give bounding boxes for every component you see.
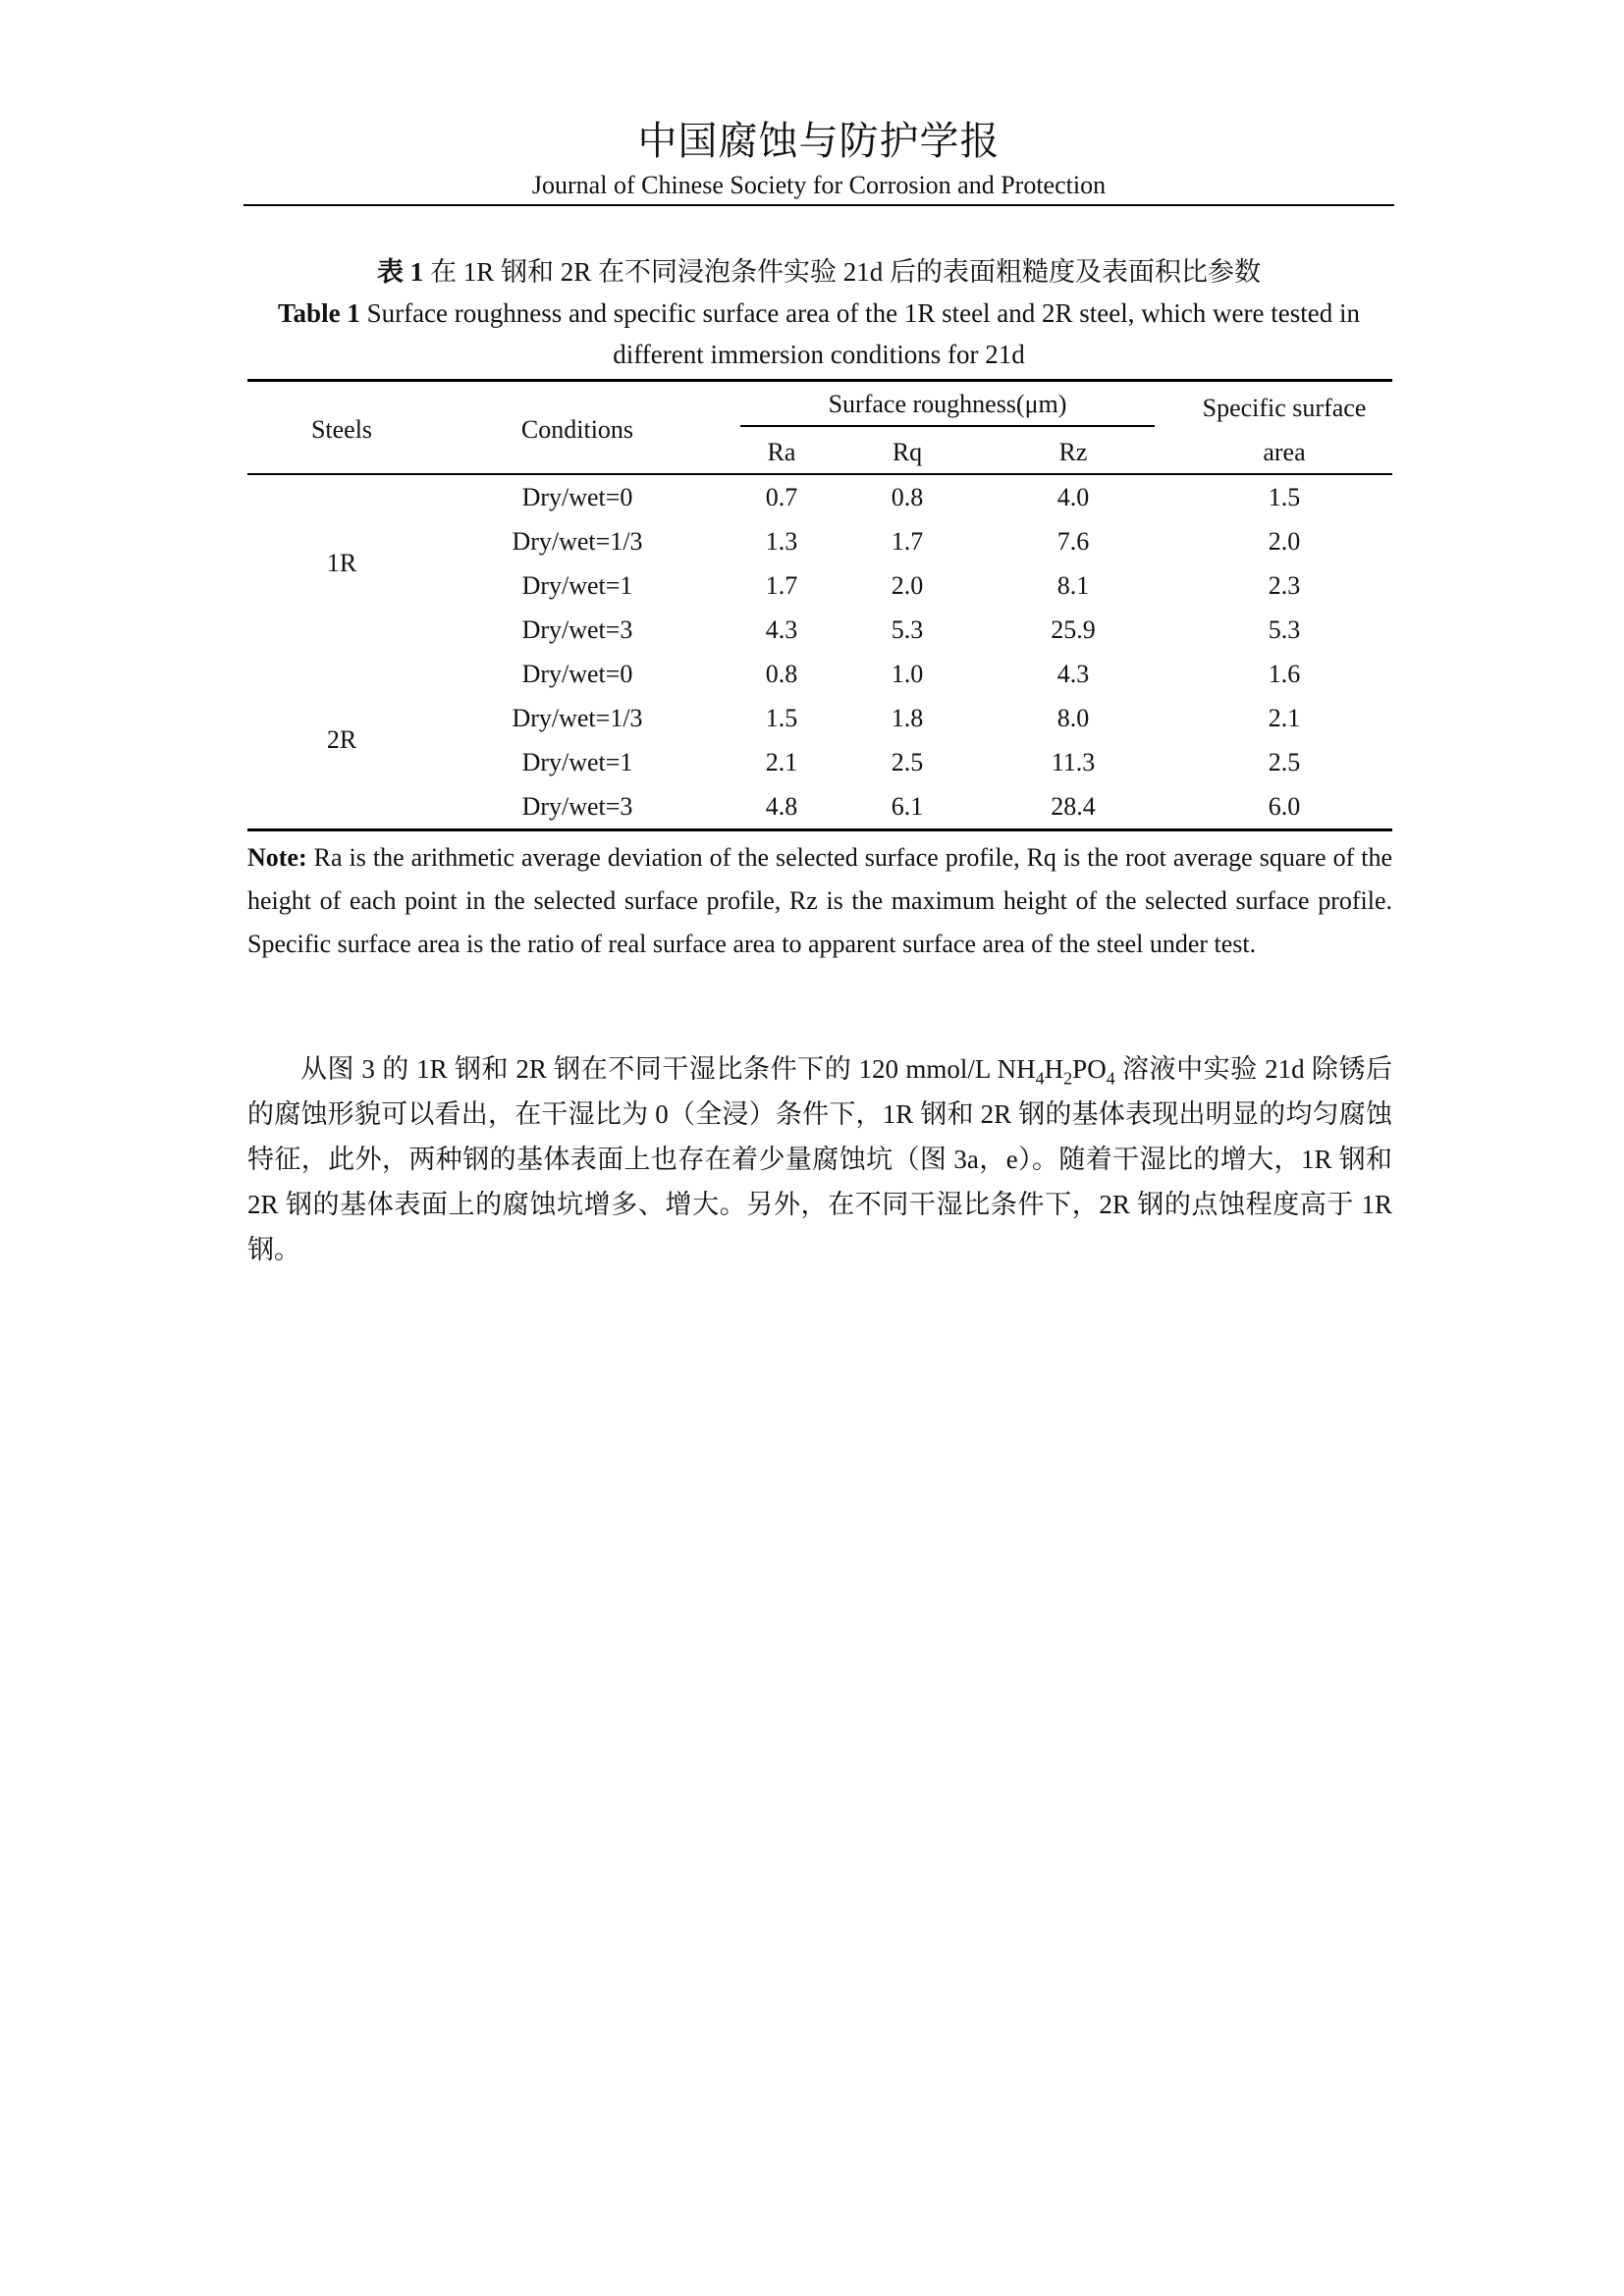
journal-title-cn: 中国腐蚀与防护学报	[637, 119, 1001, 163]
cell-ra: 0.8	[765, 659, 798, 688]
cell-rz: 8.0	[1056, 703, 1090, 732]
cell-ssa: 1.6	[1268, 659, 1301, 688]
roughness-table-wrap	[247, 379, 1392, 831]
body-text-1: 从图 3 的 1R 钢和 2R 钢在不同干湿比条件下的 120 mmol/L NH	[300, 1054, 1036, 1084]
caption-cn	[244, 251, 1394, 293]
body-paragraph	[247, 1046, 1392, 1272]
cell-rz: 8.1	[1056, 570, 1090, 600]
header-ra: Ra	[719, 431, 844, 474]
body-sub-2: 2	[1063, 1068, 1073, 1089]
cell-rq: 0.8	[891, 482, 924, 511]
header-rq: Rq	[844, 431, 970, 474]
body-text-2: H	[1044, 1054, 1064, 1084]
header-ssa-line2: area	[1176, 431, 1392, 474]
page-header	[244, 116, 1394, 202]
note-text: Ra is the arithmetic average deviation of the selected surface profile, Rq is the root average square of the height of each point in the selected surface profile, Rz is the maximum height of the selected surface profile. Specific surface area is the ratio of real surface area to apparent surface area of the steel under test.	[247, 843, 1392, 958]
cell-rz: 11.3	[1051, 747, 1096, 776]
cell-rz: 28.4	[1051, 791, 1096, 821]
cell-steel: 1R	[326, 549, 357, 577]
note-label: Note:	[247, 843, 307, 872]
cell-ra: 1.3	[765, 526, 798, 556]
cell-ssa: 2.3	[1268, 570, 1301, 600]
header-steels: Steels	[247, 381, 436, 475]
body-text-4: 溶液中实验 21d 除锈后的腐蚀形貌可以看出，在干湿比为 0（全浸）条件下，1R 钢和 2R 钢的基体表现出明显的均匀腐蚀特征，此外，两种钢的基体表面上也存在着少量腐蚀坑（图 3a，e）。随着干湿比的增大，1R 钢和 2R 钢的基体表面上的腐蚀坑增多、增大。另外，在不同干湿比条件下，2R 钢的点蚀程度高于 1R 钢。	[247, 1054, 1392, 1264]
cell-ssa: 6.0	[1268, 791, 1301, 821]
table-note	[247, 836, 1392, 966]
cell-ssa: 2.1	[1268, 703, 1301, 732]
cell-rz: 4.0	[1056, 482, 1090, 511]
cell-ssa: 2.0	[1268, 526, 1301, 556]
body-sub-1: 4	[1035, 1068, 1045, 1089]
table-row	[247, 652, 1392, 696]
cell-condition: Dry/wet=0	[521, 482, 633, 511]
cell-condition: Dry/wet=3	[521, 791, 633, 821]
cell-condition: Dry/wet=1	[521, 570, 633, 600]
cell-rq: 6.1	[891, 791, 924, 821]
cell-rz: 4.3	[1056, 659, 1090, 688]
cell-ra: 2.1	[765, 747, 798, 776]
caption-en	[244, 293, 1394, 375]
cell-steel: 2R	[326, 725, 357, 754]
cell-condition: Dry/wet=3	[521, 614, 633, 644]
cell-rq: 5.3	[891, 614, 924, 644]
cell-ra: 4.3	[765, 614, 798, 644]
header-conditions: Conditions	[436, 381, 719, 475]
cell-ssa: 2.5	[1268, 747, 1301, 776]
journal-title-en: Journal of Chinese Society for Corrosion and Protection	[531, 171, 1107, 199]
cell-rq: 1.7	[891, 526, 924, 556]
cell-condition: Dry/wet=0	[521, 659, 633, 688]
cell-condition: Dry/wet=1/3	[512, 703, 643, 732]
cell-condition: Dry/wet=1/3	[512, 526, 643, 556]
roughness-table	[247, 379, 1392, 831]
header-rz: Rz	[970, 431, 1176, 474]
table-row	[247, 474, 1392, 519]
header-roughness	[719, 381, 1176, 432]
table-caption	[244, 251, 1394, 375]
caption-en-label: Table 1	[278, 298, 360, 328]
header-ssa-line1: Specific surface	[1202, 394, 1367, 422]
header-roughness-label: Surface roughness(μm)	[740, 390, 1155, 427]
caption-cn-label: 表 1	[376, 257, 424, 287]
cell-rq: 2.0	[891, 570, 924, 600]
body-text-3: PO	[1072, 1054, 1107, 1084]
caption-en-text: Surface roughness and specific surface area of the 1R steel and 2R steel, which were tested in different immersion conditions for 21d	[359, 298, 1360, 369]
cell-rz: 25.9	[1051, 614, 1096, 644]
cell-ssa: 5.3	[1268, 614, 1301, 644]
cell-rq: 1.8	[891, 703, 924, 732]
body-sub-3: 4	[1106, 1068, 1115, 1089]
caption-cn-text: 在 1R 钢和 2R 在不同浸泡条件实验 21d 后的表面粗糙度及表面积比参数	[423, 257, 1262, 287]
cell-rq: 2.5	[891, 747, 924, 776]
cell-condition: Dry/wet=1	[521, 747, 633, 776]
table-body	[247, 474, 1392, 830]
cell-ssa: 1.5	[1268, 482, 1301, 511]
cell-rq: 1.0	[891, 659, 924, 688]
cell-rz: 7.6	[1056, 526, 1090, 556]
cell-ra: 4.8	[765, 791, 798, 821]
cell-ra: 0.7	[765, 482, 798, 511]
header-rule	[244, 204, 1394, 206]
cell-ra: 1.7	[765, 570, 798, 600]
cell-ra: 1.5	[765, 703, 798, 732]
